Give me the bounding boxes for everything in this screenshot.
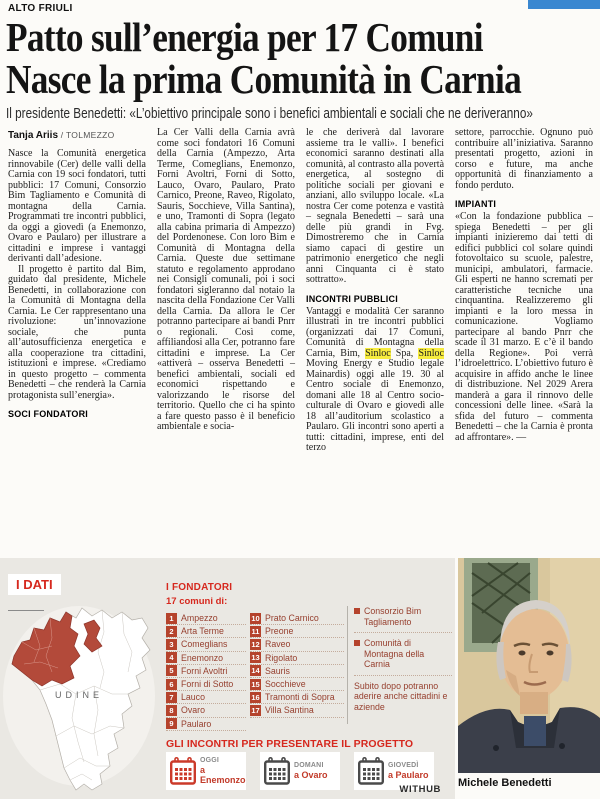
list-item: 2 Arta Terme	[166, 625, 246, 638]
paragraph: «Con la fondazione pubblica – spiega Benedetti – per gli impianti inizieremo dai tetti di edifici pubblici col solare quindi fotovoltaico su scuole, palestre, municipi, ambulatori, farmacie. Gli esperti ne hanno scremati per caratteristiche tecniche una cinquantina. Realizzeremo gli impianti e la loro messa in comunicazione. Vogliamo partecipare al bando Pnrr che scade il 31 marzo. E c’è il bando della Regione». Poi verrà l’idroelettrico. L’obiettivo futuro è acquisire in affido anche le linee di distribuzione. Nel 2029 Arera manderà a gara il rinnovo delle concessioni delle linee. «Sarà la sfida del futuro – commenta Benedetti – che la Carnia è pronta ad affrontare». —	[455, 211, 593, 443]
meeting-card-domani	[260, 752, 340, 790]
list-item: 9 Paularo	[166, 718, 246, 731]
infographic-credit: WITHUB	[399, 784, 441, 795]
article-column-2	[157, 128, 295, 548]
legend-bullet-icon	[354, 640, 360, 646]
list-item: 4 Enemonzo	[166, 652, 246, 665]
map-illustration	[0, 598, 158, 798]
highlighted-term: Sinloc	[365, 347, 391, 359]
byline	[8, 130, 146, 141]
list-item: 10 Prato Carnico	[250, 612, 344, 625]
section-header-soci-fondatori: SOCI FONDATORI	[8, 409, 88, 419]
paragraph: Nasce la Comunità energetica rinnovabile (Cer) delle valli della Carnia con 19 soci fondatori, tutti pubblici: 17 Comuni, Consorzio Bim Tagliamento e Comunità di montagna della Carnia. Programmati tre incontri pubblici, da oggi a giovedì (a Enemonzo, Ovaro e Paularo) per illustrare a cittadini e imprese i vantaggi derivanti dall’adesione.	[8, 148, 146, 264]
masthead-tag	[528, 0, 600, 9]
founders-column-left	[166, 612, 246, 731]
paragraph: settore, parrocchie. Ognuno può contribuire all’iniziativa. Saranno presentati progetto, azioni in corso e future, ma anche opportunità di finanziamento a fondo perduto.	[455, 128, 593, 191]
infographic-title: I DATI	[8, 574, 61, 595]
meetings-title: GLI INCONTRI PER PRESENTARE IL PROGETTO	[166, 738, 414, 750]
meeting-card-oggi	[166, 752, 246, 790]
legend-block	[354, 606, 452, 712]
paragraph: Il progetto è partito dal Bim, guidato dal presidente, Michele Benedetti, in collaborazione con la Comunità di Montagna della Carnia. Le Cer rappresentano una rivoluzione: un’innovazione sociale, che punta all’autosufficienza energetica e alla cooperazione tra cittadini, istituzioni e imprese. «Crediamo in questo progetto – commenta Benedetti – che renderà la Carnia protagonista sull’energia».	[8, 263, 146, 401]
byline-location: / TOLMEZZO	[60, 130, 115, 140]
list-item: 14 Sauris	[250, 665, 344, 678]
headline	[6, 16, 600, 100]
section-header-incontri-pubblici: INCONTRI PUBBLICI	[306, 293, 398, 304]
list-item: 6 Forni di Sotto	[166, 678, 246, 691]
subheadline: Il presidente Benedetti: «L’obiettivo principale sono i benefici ambientali e sociali che ne deriveranno»	[6, 106, 533, 122]
calendar-icon	[358, 757, 384, 785]
founders-title: I FONDATORI	[166, 582, 233, 593]
list-item: 3 Comeglians	[166, 638, 246, 651]
legend-note: Subito dopo potranno aderire anche cittadini e aziende	[354, 680, 448, 712]
divider	[347, 606, 348, 724]
photo-michele-benedetti	[458, 558, 600, 773]
list-item: 7 Lauco	[166, 691, 246, 704]
infographic-panel	[0, 558, 455, 799]
list-item: 1 Ampezzo	[166, 612, 246, 625]
byline-author: Tanja Ariis	[8, 130, 59, 141]
paragraph: le che deriverà dal lavorare assieme tra le valli». I benefici economici saranno destinati alla comunità, al contrasto alla povertà energetica, al sostegno di politiche sociali per giovani e anziani, allo sviluppo locale. «La nostra Cer come potenza e vastità – segnala Benedetti – sarà una delle più grandi in Fvg. Dimostreremo che in Carnia siamo capaci di gestire un patrimonio energetico che negli anni Cinquanta ci è stato sottratto».	[306, 128, 445, 285]
legend-bullet-icon	[354, 608, 360, 614]
list-item: 17 Villa Santina	[250, 704, 344, 717]
headline-line-2: Nasce la prima Comunità in Carnia	[6, 56, 522, 102]
list-item: 16 Tramonti di Sopra	[250, 691, 344, 704]
list-item: 5 Forni Avoltri	[166, 665, 246, 678]
photo-caption: Michele Benedetti	[458, 777, 552, 789]
article-body	[8, 128, 593, 548]
portrait-illustration	[458, 558, 600, 773]
section-header-impianti: IMPIANTI	[455, 199, 497, 209]
meetings-cards	[166, 752, 434, 790]
meeting-day: DOMANI	[294, 762, 324, 769]
list-item: 15 Socchieve	[250, 678, 344, 691]
article-column-1	[8, 128, 146, 548]
meeting-place: a Enemonzo	[200, 765, 246, 785]
article-column-4	[455, 128, 593, 548]
map-province-label: UDINE	[54, 690, 104, 700]
section-kicker: ALTO FRIULI	[8, 3, 73, 14]
founders-block	[166, 582, 344, 731]
founders-subtitle: 17 comuni di:	[166, 596, 228, 607]
highlighted-term: Sinloc	[418, 347, 444, 359]
legend-item: Consorzio Bim Tagliamento	[354, 606, 452, 633]
meeting-place: a Paularo	[388, 770, 429, 780]
list-item: 12 Raveo	[250, 638, 344, 651]
calendar-icon	[264, 757, 290, 785]
article-column-3	[306, 128, 444, 548]
calendar-icon	[170, 757, 196, 785]
meeting-day: GIOVEDÌ	[388, 762, 419, 769]
meeting-place: a Ovaro	[294, 770, 328, 780]
founders-column-right	[250, 612, 344, 731]
list-item: 8 Ovaro	[166, 704, 246, 717]
headline-line-1: Patto sull’energia per 17 Comuni	[6, 14, 483, 60]
meeting-day: OGGI	[200, 757, 220, 764]
paragraph: Vantaggi e modalità Cer saranno illustrati in tre incontri pubblici (organizzati dai 17 Comuni, Comunità di Montagna della Carnia, Bim, Sinloc Spa, Sinloc Moving Energy e Studio legale Mainardis) oggi alle 19. 30 al Centro sociale di Enemonzo, domani alle 18 al Centro socio-culturale di Ovaro e giovedì alle 18 all’auditorium scolastico a Paularo. Gli incontri sono aperti a tutti: cittadini, imprese, enti del terzo	[306, 305, 444, 453]
list-item: 11 Preone	[250, 625, 344, 638]
legend-item: Comunità di Montagna della Carnia	[354, 638, 452, 676]
list-item: 13 Rigolato	[250, 652, 344, 665]
udine-province-map	[0, 598, 158, 798]
paragraph: La Cer Valli della Carnia avrà come soci fondatori 16 Comuni della Carnia (Ampezzo, Arta Terme, Comeglians, Enemonzo, Forni Avoltri, Forni di Sotto, Lauco, Ovaro, Paularo, Prato Carnico, Preone, Raveo, Rigolato, Sauris, Socchieve, Villa Santina), e uno, Tramonti di Sopra (legato alla cabina primaria di Ampezzo) del Pordenonese. Con loro Bim e Comunità di Montagna della Carnia. Queste due settimane statuto e regolamento approdano nei Consigli comunali, poi i soci fondatori sigleranno dal notaio la nascita della Fondazione Cer Valli della Carnia. Da allora le Cer potranno partecipare ai bandi Pnrr o regionali. Così come, affiliandosi alla Cer, potranno fare cittadini e imprese. La Cer «attiverà – osserva Benedetti – benefici ambientali, sociali ed economici rispettando e valorizzando le risorse del territorio. Quello che ci ha spinto a fare questo passo è il beneficio ambientale e socia-	[157, 128, 295, 432]
